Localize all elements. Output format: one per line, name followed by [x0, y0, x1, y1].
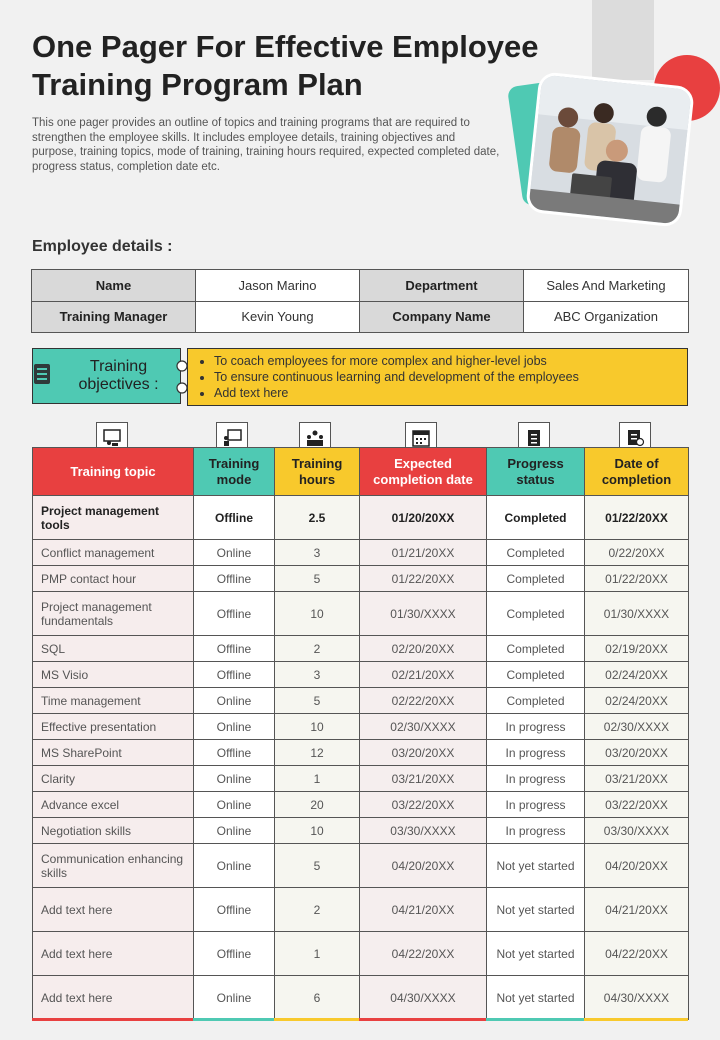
cell-hours: 20 — [275, 792, 360, 818]
cell-status: Completed — [487, 662, 585, 688]
cell-hours: 2 — [275, 636, 360, 662]
cell-hours: 3 — [275, 662, 360, 688]
table-row — [33, 566, 689, 592]
cell-mode: Offline — [194, 636, 275, 662]
cell-topic: MS Visio — [33, 662, 194, 688]
cell-completion-date: 03/21/20XX — [585, 766, 689, 792]
cell-completion-date: 03/20/20XX — [585, 740, 689, 766]
cell-hours: 10 — [275, 714, 360, 740]
name-label: Name — [32, 270, 196, 302]
table-row — [33, 636, 689, 662]
table-row — [33, 792, 689, 818]
cell-status: Not yet started — [487, 888, 585, 932]
cell-status: In progress — [487, 766, 585, 792]
cell-completion-date: 03/22/20XX — [585, 792, 689, 818]
objectives-list-icon — [33, 363, 51, 390]
cell-topic: Project management fundamentals — [33, 592, 194, 636]
cell-mode: Offline — [194, 496, 275, 540]
table-row — [33, 540, 689, 566]
cell-hours: 3 — [275, 540, 360, 566]
table-row — [33, 662, 689, 688]
cell-status: Not yet started — [487, 844, 585, 888]
cell-topic: Time management — [33, 688, 194, 714]
cell-status: Completed — [487, 566, 585, 592]
employee-details-table — [31, 269, 689, 333]
cell-status: Completed — [487, 688, 585, 714]
company-name-value: ABC Organization — [524, 301, 689, 333]
cell-expected-date: 02/20/20XX — [360, 636, 487, 662]
cell-hours: 5 — [275, 844, 360, 888]
department-value: Sales And Marketing — [524, 270, 689, 302]
cell-topic: Communication enhancing skills — [33, 844, 194, 888]
bottom-accent-red — [32, 1018, 193, 1021]
training-objectives-list — [187, 348, 688, 406]
bottom-accent-teal — [486, 1018, 584, 1021]
table-row — [33, 932, 689, 976]
table-row — [33, 714, 689, 740]
training-objectives-box — [32, 348, 181, 404]
cell-hours: 1 — [275, 766, 360, 792]
training-manager-label: Training Manager — [32, 301, 196, 333]
cell-topic: Advance excel — [33, 792, 194, 818]
cell-status: In progress — [487, 714, 585, 740]
cell-topic: Project management tools — [33, 496, 194, 540]
header-expected-completion: Expected completion date — [360, 448, 487, 496]
decorative-gray-strip — [592, 0, 654, 80]
cell-mode: Offline — [194, 740, 275, 766]
cell-hours: 12 — [275, 740, 360, 766]
cell-topic: SQL — [33, 636, 194, 662]
cell-hours: 2 — [275, 888, 360, 932]
bottom-accent-red — [359, 1018, 486, 1021]
header-progress-status: Progress status — [487, 448, 585, 496]
cell-expected-date: 03/21/20XX — [360, 766, 487, 792]
cell-mode: Online — [194, 844, 275, 888]
bottom-accent-teal — [193, 1018, 274, 1021]
cell-expected-date: 01/21/20XX — [360, 540, 487, 566]
cell-completion-date: 01/22/20XX — [585, 566, 689, 592]
cell-hours: 2.5 — [275, 496, 360, 540]
cell-mode: Online — [194, 766, 275, 792]
cell-mode: Online — [194, 818, 275, 844]
intro-text: This one pager provides an outline of topics and training programs that are required to strengthen the employee skills. It includes employee details, training objectives and purpose, training topics, mode of training, training hours required, expected completed date, progress status, completion date etc. — [32, 117, 500, 173]
cell-mode: Online — [194, 688, 275, 714]
bottom-accent-yellow — [274, 1018, 359, 1021]
training-manager-value: Kevin Young — [196, 301, 360, 333]
table-row — [33, 740, 689, 766]
cell-hours: 6 — [275, 976, 360, 1020]
cell-completion-date: 01/22/20XX — [585, 496, 689, 540]
cell-expected-date: 03/20/20XX — [360, 740, 487, 766]
cell-completion-date: 02/24/20XX — [585, 662, 689, 688]
cell-topic: Add text here — [33, 976, 194, 1020]
objective-item: • Add text here — [214, 385, 687, 401]
cell-mode: Offline — [194, 888, 275, 932]
cell-topic: PMP contact hour — [33, 566, 194, 592]
cell-completion-date: 04/20/20XX — [585, 844, 689, 888]
cell-expected-date: 01/30/XXXX — [360, 592, 487, 636]
cell-expected-date: 02/30/XXXX — [360, 714, 487, 740]
cell-topic: Clarity — [33, 766, 194, 792]
table-row — [33, 844, 689, 888]
cell-topic: Conflict management — [33, 540, 194, 566]
cell-topic: Add text here — [33, 932, 194, 976]
training-plan-table — [32, 447, 689, 1020]
cell-expected-date: 04/22/20XX — [360, 932, 487, 976]
cell-expected-date: 02/22/20XX — [360, 688, 487, 714]
employee-details-heading: Employee details : — [32, 238, 173, 255]
cell-completion-date: 04/22/20XX — [585, 932, 689, 976]
cell-mode: Offline — [194, 566, 275, 592]
cell-expected-date: 01/20/20XX — [360, 496, 487, 540]
cell-status: In progress — [487, 740, 585, 766]
cell-expected-date: 03/22/20XX — [360, 792, 487, 818]
table-row — [33, 976, 689, 1020]
cell-topic: MS SharePoint — [33, 740, 194, 766]
department-label: Department — [360, 270, 524, 302]
cell-status: In progress — [487, 818, 585, 844]
cell-completion-date: 04/21/20XX — [585, 888, 689, 932]
cell-mode: Offline — [194, 592, 275, 636]
cell-status: Not yet started — [487, 976, 585, 1020]
cell-hours: 10 — [275, 592, 360, 636]
name-value: Jason Marino — [196, 270, 360, 302]
cell-hours: 5 — [275, 566, 360, 592]
header-training-hours: Training hours — [275, 448, 360, 496]
company-name-label: Company Name — [360, 301, 524, 333]
cell-completion-date: 01/30/XXXX — [585, 592, 689, 636]
header-training-topic: Training topic — [33, 448, 194, 496]
cell-mode: Online — [194, 540, 275, 566]
cell-status: Completed — [487, 540, 585, 566]
cell-hours: 1 — [275, 932, 360, 976]
cell-expected-date: 01/22/20XX — [360, 566, 487, 592]
cell-topic: Negotiation skills — [33, 818, 194, 844]
cell-completion-date: 02/19/20XX — [585, 636, 689, 662]
header-date-of-completion: Date of completion — [585, 448, 689, 496]
page-title: One Pager For Effective Employee Training Program Plan — [32, 29, 539, 102]
table-row — [33, 766, 689, 792]
cell-completion-date: 02/24/20XX — [585, 688, 689, 714]
cell-completion-date: 0/22/20XX — [585, 540, 689, 566]
cell-status: In progress — [487, 792, 585, 818]
header-training-mode: Training mode — [194, 448, 275, 496]
cell-mode: Online — [194, 792, 275, 818]
cell-mode: Offline — [194, 662, 275, 688]
cell-expected-date: 04/20/20XX — [360, 844, 487, 888]
table-row — [33, 496, 689, 540]
cell-expected-date: 04/30/XXXX — [360, 976, 487, 1020]
cell-completion-date: 03/30/XXXX — [585, 818, 689, 844]
cell-mode: Offline — [194, 932, 275, 976]
cell-status: Completed — [487, 592, 585, 636]
objective-item: • To ensure continuous learning and development of the employees — [214, 369, 687, 385]
cell-status: Completed — [487, 496, 585, 540]
cell-status: Not yet started — [487, 932, 585, 976]
bottom-accent-yellow — [584, 1018, 688, 1021]
cell-completion-date: 04/30/XXXX — [585, 976, 689, 1020]
table-row — [33, 592, 689, 636]
table-row — [33, 688, 689, 714]
cell-completion-date: 02/30/XXXX — [585, 714, 689, 740]
cell-expected-date: 03/30/XXXX — [360, 818, 487, 844]
cell-topic: Add text here — [33, 888, 194, 932]
cell-mode: Online — [194, 976, 275, 1020]
table-row — [33, 818, 689, 844]
cell-expected-date: 04/21/20XX — [360, 888, 487, 932]
cell-topic: Effective presentation — [33, 714, 194, 740]
cell-hours: 5 — [275, 688, 360, 714]
objective-item: • To coach employees for more complex and higher-level jobs — [214, 353, 687, 369]
training-objectives-title: Training objectives : — [78, 358, 159, 393]
table-row — [33, 888, 689, 932]
cell-hours: 10 — [275, 818, 360, 844]
cell-status: Completed — [487, 636, 585, 662]
cell-mode: Online — [194, 714, 275, 740]
cell-expected-date: 02/21/20XX — [360, 662, 487, 688]
